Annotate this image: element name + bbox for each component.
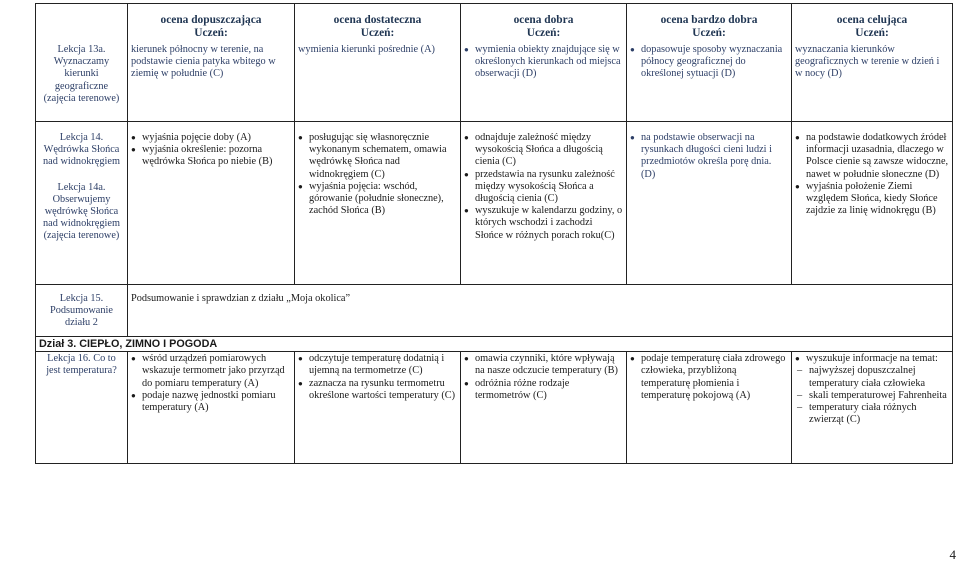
page-number: 4	[949, 547, 956, 562]
header-dostateczna: ocena dostateczna Uczeń:	[333, 14, 422, 39]
lesson-cell: Lekcja 16. Co to jest temperatura?	[36, 352, 128, 464]
cell-bardzo-dobra: ● podaje temperaturę ciała zdrowego człowieka, przybliżoną temperaturę płomienia i temperaturę pokojową (A)	[627, 352, 792, 464]
row-lesson-14	[36, 122, 953, 285]
lesson-cell: Lekcja 15. Podsumowanie działu 2	[36, 285, 128, 337]
cell-dopuszczajaca: ● wyjaśnia pojęcie doby (A) ● wyjaśnia określenie: pozorna wędrówka Słońca po niebie (B)	[128, 122, 295, 285]
cell-dostateczna: ● posługując się własnoręcznie wykonanym schematem, omawia wędrówkę Słońca nad widnokręgiem (C) ● wyjaśnia pojęcia: wschód, górowanie (południe słoneczne), zachód Słońca (B)	[295, 122, 461, 285]
cell-celujaca: ocena celująca Uczeń: wyznaczania kierunków geograficznych w terenie w dzień i w nocy (D)	[792, 4, 953, 122]
cell-dopuszczajaca: ocena dopuszczająca Uczeń: kierunek północny w terenie, na podstawie cienia patyka wbitego w ziemię w południe (C)	[128, 4, 295, 122]
section-title: Dział 3. CIEPŁO, ZIMNO I POGODA	[36, 337, 953, 352]
cell-dobra: ● omawia czynniki, które wpływają na nasze odczucie temperatury (B) ● odróżnia różne rodzaje termometrów (C)	[461, 352, 627, 464]
section-heading-row	[36, 337, 953, 352]
row-lesson-13a	[36, 4, 953, 122]
row-lesson-15	[36, 285, 953, 337]
cell-dopuszczajaca: ● wśród urządzeń pomiarowych wskazuje termometr jako przyrząd do pomiaru temperatury (A) ● podaje nazwę jednostki pomiaru temperatury (A)	[128, 352, 295, 464]
cell-dobra: ● odnajduje zależność między wysokością Słońca a długością cienia (C) ● przedstawia na rysunku zależność między wysokością Słońca a długością cienia (C) ● wyszukuje w kalendarzu godziny, o których wschodzi i zachodzi Słońce w różnych porach roku(C)	[461, 122, 627, 285]
cell-bardzo-dobra: ocena bardzo dobra Uczeń: ● dopasowuje sposoby wyznaczania północy geograficznej do określonej sytuacji (D)	[627, 4, 792, 122]
row-lesson-16	[36, 352, 953, 464]
lesson-cell: Lekcja 13a. Wyznaczamy kierunki geograficzne (zajęcia terenowe)	[36, 4, 128, 122]
lesson-cell: Lekcja 14. Wędrówka Słońca nad widnokręgiem Lekcja 14a. Obserwujemy wędrówkę Słońca nad widnokręgiem (zajęcia terenowe)	[36, 122, 128, 285]
cell-dobra: ocena dobra Uczeń: ● wymienia obiekty znajdujące się w określonych kierunkach od miejsca obserwacji (D)	[461, 4, 627, 122]
cell-dostateczna: ● odczytuje temperaturę dodatnią i ujemną na termometrze (C) ● zaznacza na rysunku termometru określone wartości temperatury (C)	[295, 352, 461, 464]
cell-celujaca: ● na podstawie dodatkowych źródeł informacji uzasadnia, dlaczego w Polsce cienie są zawsze widoczne, nawet w południe słoneczne (D) ● wyjaśnia położenie Ziemi względem Słońca, kiedy Słońce zajdzie za linię widnokręgu (B)	[792, 122, 953, 285]
summary-cell: Podsumowanie i sprawdzian z działu „Moja okolica”	[128, 285, 953, 337]
curriculum-table-sheet	[35, 3, 952, 464]
cell-celujaca: ● wyszukuje informacje na temat: – najwyższej dopuszczalnej temperatury ciała człowieka – skali temperaturowej Fahrenheita – temperatury ciała różnych zwierząt (C)	[792, 352, 953, 464]
header-bardzo-dobra: ocena bardzo dobra Uczeń:	[660, 14, 758, 39]
header-celujaca: ocena celująca Uczeń:	[836, 14, 908, 39]
grading-table	[35, 3, 953, 464]
header-dobra: ocena dobra Uczeń:	[513, 14, 574, 39]
cell-dostateczna: ocena dostateczna Uczeń: wymienia kierunki pośrednie (A)	[295, 4, 461, 122]
header-dopuszczajaca: ocena dopuszczająca Uczeń:	[160, 14, 262, 39]
cell-bardzo-dobra: ● na podstawie obserwacji na rysunkach długości cieni ludzi i przedmiotów określa porę dnia. (D)	[627, 122, 792, 285]
